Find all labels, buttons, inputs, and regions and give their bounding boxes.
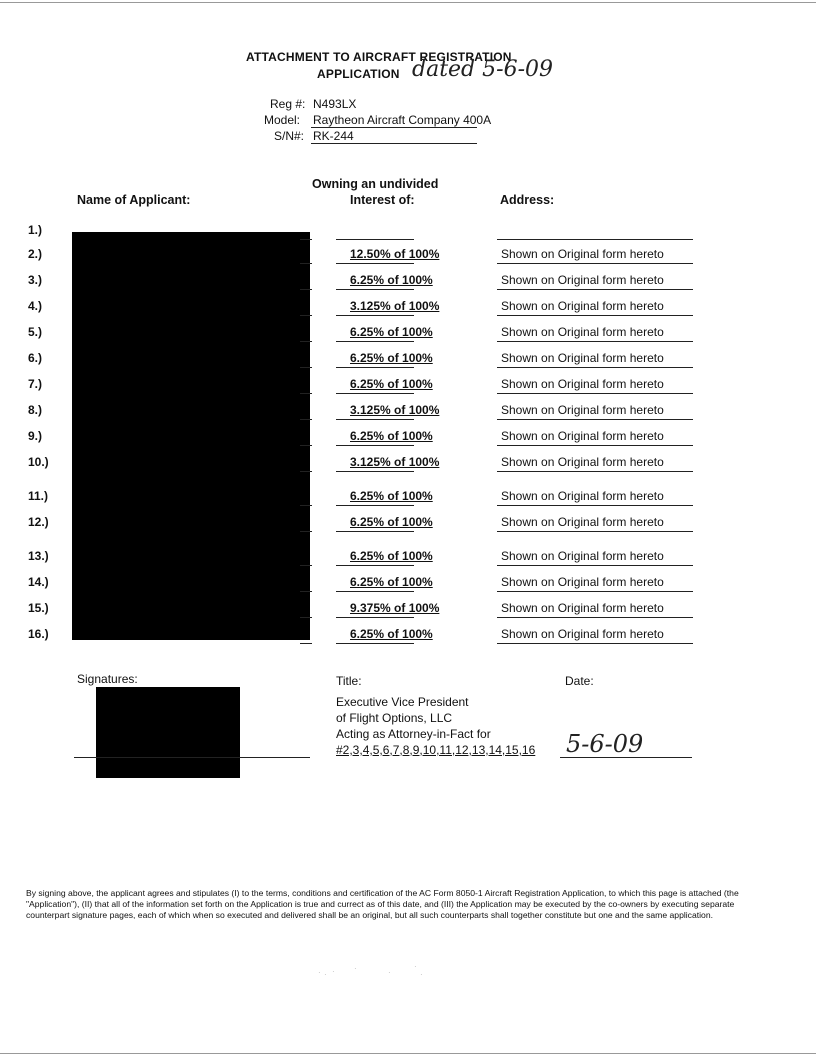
document-title-line2: APPLICATION	[317, 67, 400, 81]
address-underline	[497, 263, 693, 264]
legal-stipulation-text: By signing above, the applicant agrees and stipulates (I) to the terms, conditions and certification of the AC Form 8050-1 Aircraft Registration Application, to which this page is attached (the "Application"), (II) that all of the information set forth on the Application is true and currect as of this date, and (III) the Application may be executed by the co-owners by executing separate counterpart signature pages, each of which when so executed and delivered shall be an original, but all such counterparts shall together constitute but one and the same application.	[26, 888, 739, 921]
row-number: 13.)	[28, 549, 49, 563]
row-number: 10.)	[28, 455, 49, 469]
interest-underline	[336, 289, 414, 290]
interest-underline	[336, 239, 414, 240]
row-number: 11.)	[28, 489, 49, 503]
interest-underline	[336, 505, 414, 506]
row-number: 4.)	[28, 299, 43, 313]
name-line-stub	[300, 239, 312, 240]
name-line-stub	[300, 367, 312, 368]
serial-underline	[311, 143, 477, 144]
row-number: 15.)	[28, 601, 49, 615]
row-number: 14.)	[28, 575, 49, 589]
row-interest: 6.25% of 100%	[350, 377, 433, 391]
date-line	[560, 757, 692, 758]
row-address: Shown on Original form hereto	[501, 325, 664, 339]
row-address: Shown on Original form hereto	[501, 489, 664, 503]
row-address: Shown on Original form hereto	[501, 515, 664, 529]
handwritten-dated-note: dated 5-6-09	[412, 57, 553, 82]
address-underline	[497, 239, 693, 240]
address-underline	[497, 505, 693, 506]
row-interest: 6.25% of 100%	[350, 575, 433, 589]
column-header-interest-line2: Interest of:	[350, 193, 415, 207]
name-line-stub	[300, 341, 312, 342]
row-address: Shown on Original form hereto	[501, 299, 664, 313]
serial-value: RK-244	[313, 129, 354, 143]
address-underline	[497, 445, 693, 446]
name-line-stub	[300, 531, 312, 532]
row-number: 16.)	[28, 627, 49, 641]
name-line-stub	[300, 393, 312, 394]
row-interest: 6.25% of 100%	[350, 515, 433, 529]
row-interest: 6.25% of 100%	[350, 429, 433, 443]
row-address: Shown on Original form hereto	[501, 351, 664, 365]
model-value: Raytheon Aircraft Company 400A	[313, 113, 492, 127]
interest-underline	[336, 531, 414, 532]
name-line-stub	[300, 643, 312, 644]
row-number: 1.)	[28, 223, 43, 237]
row-address: Shown on Original form hereto	[501, 601, 664, 615]
handwritten-signature-date: 5-6-09	[566, 730, 644, 758]
name-line-stub	[300, 289, 312, 290]
name-line-stub	[300, 591, 312, 592]
address-underline	[497, 315, 693, 316]
row-interest: 6.25% of 100%	[350, 489, 433, 503]
row-interest: 3.125% of 100%	[350, 299, 440, 313]
interest-underline	[336, 315, 414, 316]
name-line-stub	[300, 315, 312, 316]
name-line-stub	[300, 617, 312, 618]
row-interest: 12.50% of 100%	[350, 247, 440, 261]
reg-label: Reg #:	[270, 97, 306, 111]
row-interest: 9.375% of 100%	[350, 601, 440, 615]
signer-title-line2: of Flight Options, LLC	[336, 711, 453, 725]
name-line-stub	[300, 419, 312, 420]
name-line-stub	[300, 471, 312, 472]
row-number: 8.)	[28, 403, 43, 417]
address-underline	[497, 643, 693, 644]
signature-line	[74, 757, 310, 758]
redacted-signature	[96, 687, 240, 778]
row-address: Shown on Original form hereto	[501, 575, 664, 589]
signer-title-line1: Executive Vice President	[336, 695, 469, 709]
interest-underline	[336, 393, 414, 394]
address-underline	[497, 531, 693, 532]
row-interest: 6.25% of 100%	[350, 351, 433, 365]
row-address: Shown on Original form hereto	[501, 429, 664, 443]
row-interest: 3.125% of 100%	[350, 455, 440, 469]
row-address: Shown on Original form hereto	[501, 247, 664, 261]
address-underline	[497, 341, 693, 342]
serial-label: S/N#:	[274, 129, 305, 143]
column-header-interest-line1: Owning an undivided	[312, 177, 439, 191]
top-border-line	[0, 2, 816, 3]
column-header-name: Name of Applicant:	[77, 193, 191, 207]
interest-underline	[336, 565, 414, 566]
title-label: Title:	[336, 674, 362, 688]
interest-underline	[336, 367, 414, 368]
row-address: Shown on Original form hereto	[501, 273, 664, 287]
interest-underline	[336, 643, 414, 644]
address-underline	[497, 565, 693, 566]
signer-title-line3: Acting as Attorney-in-Fact for	[336, 727, 491, 741]
row-interest: 6.25% of 100%	[350, 325, 433, 339]
row-address: Shown on Original form hereto	[501, 377, 664, 391]
row-number: 6.)	[28, 351, 43, 365]
name-line-stub	[300, 565, 312, 566]
row-address: Shown on Original form hereto	[501, 627, 664, 641]
interest-underline	[336, 341, 414, 342]
bottom-border-line	[0, 1053, 816, 1054]
redacted-applicant-names	[72, 232, 310, 640]
name-line-stub	[300, 445, 312, 446]
column-header-address: Address:	[500, 193, 555, 207]
scan-artifacts: · · · · · · ·	[318, 962, 423, 979]
interest-underline	[336, 419, 414, 420]
signer-title-line4: #2,3,4,5,6,7,8,9,10,11,12,13,14,15,16	[336, 743, 536, 757]
row-number: 2.)	[28, 247, 43, 261]
interest-underline	[336, 471, 414, 472]
name-line-stub	[300, 263, 312, 264]
address-underline	[497, 367, 693, 368]
address-underline	[497, 617, 693, 618]
address-underline	[497, 393, 693, 394]
row-number: 7.)	[28, 377, 43, 391]
interest-underline	[336, 445, 414, 446]
row-address: Shown on Original form hereto	[501, 455, 664, 469]
reg-number: N493LX	[313, 97, 357, 111]
row-number: 3.)	[28, 273, 43, 287]
interest-underline	[336, 263, 414, 264]
row-interest: 6.25% of 100%	[350, 273, 433, 287]
model-label: Model:	[264, 113, 301, 127]
address-underline	[497, 591, 693, 592]
interest-underline	[336, 617, 414, 618]
row-number: 12.)	[28, 515, 49, 529]
signatures-label: Signatures:	[77, 672, 138, 686]
date-label: Date:	[565, 674, 594, 688]
document-title-line1: ATTACHMENT TO AIRCRAFT REGISTRATION	[246, 50, 512, 64]
row-number: 9.)	[28, 429, 43, 443]
row-number: 5.)	[28, 325, 43, 339]
interest-underline	[336, 591, 414, 592]
address-underline	[497, 419, 693, 420]
address-underline	[497, 289, 693, 290]
row-address: Shown on Original form hereto	[501, 549, 664, 563]
model-underline	[311, 127, 477, 128]
row-interest: 6.25% of 100%	[350, 549, 433, 563]
address-underline	[497, 471, 693, 472]
row-interest: 3.125% of 100%	[350, 403, 440, 417]
name-line-stub	[300, 505, 312, 506]
row-interest: 6.25% of 100%	[350, 627, 433, 641]
row-address: Shown on Original form hereto	[501, 403, 664, 417]
